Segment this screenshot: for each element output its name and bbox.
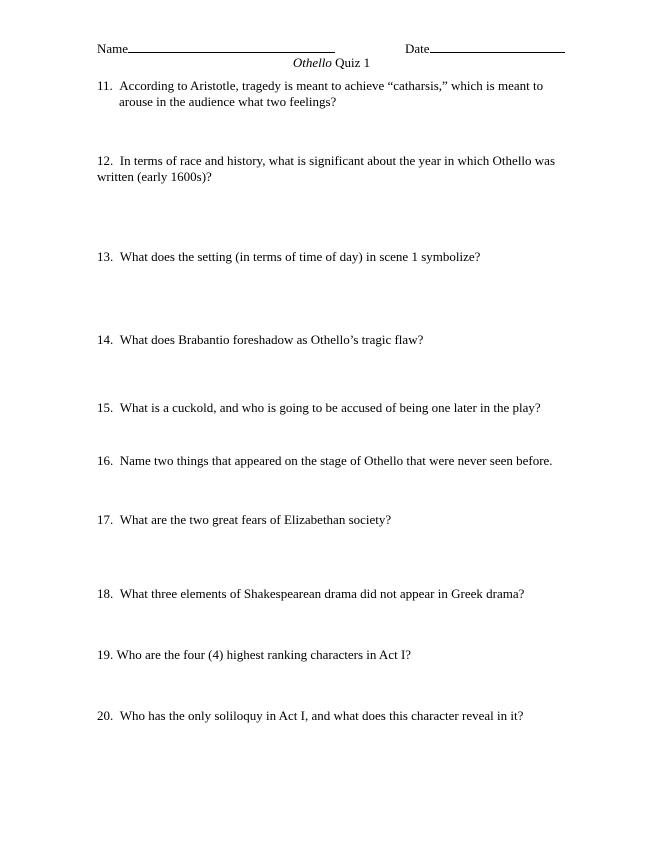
- question-20: [97, 708, 557, 724]
- date-label: Date: [405, 41, 430, 56]
- question-18: [97, 586, 557, 602]
- question-11: [97, 78, 557, 110]
- question-17: [97, 512, 557, 528]
- question-body: Who has the only soliloquy in Act I, and what does this character reveal in it?: [119, 708, 524, 723]
- title-rest: Quiz 1: [331, 55, 371, 70]
- question-14: [97, 332, 557, 348]
- question-number: 15.: [97, 400, 114, 415]
- question-text: [97, 78, 557, 110]
- question-number: 16.: [97, 453, 114, 468]
- name-blank-line[interactable]: [128, 40, 335, 53]
- title-italic: Othello: [292, 55, 332, 70]
- question-body: According to Aristotle, tragedy is meant to achieve “catharsis,” which is meant to arouse in the audience what two feelings?: [119, 78, 544, 109]
- question-body: Name two things that appeared on the stage of Othello that were never seen before.: [119, 453, 553, 468]
- question-13: [97, 249, 557, 265]
- question-19: [97, 647, 557, 663]
- page-title: [0, 55, 663, 71]
- header-row: [0, 40, 663, 56]
- question-body: Who are the four (4) highest ranking characters in Act I?: [116, 647, 412, 662]
- question-body: What three elements of Shakespearean drama did not appear in Greek drama?: [119, 586, 525, 601]
- question-number: 11.: [97, 78, 113, 93]
- question-number: 19.: [97, 647, 114, 662]
- question-body: What is a cuckold, and who is going to be accused of being one later in the play?: [119, 400, 541, 415]
- question-15: [97, 400, 557, 416]
- question-number: 14.: [97, 332, 114, 347]
- question-body: What does the setting (in terms of time of day) in scene 1 symbolize?: [119, 249, 481, 264]
- question-number: 20.: [97, 708, 114, 723]
- date-blank-line[interactable]: [430, 40, 565, 53]
- question-number: 17.: [97, 512, 114, 527]
- question-number: 13.: [97, 249, 114, 264]
- question-number: 12.: [97, 153, 114, 168]
- question-number: 18.: [97, 586, 114, 601]
- question-12: [97, 153, 557, 185]
- question-body: In terms of race and history, what is significant about the year in which Othello was written (early 1600s)?: [97, 153, 556, 184]
- question-body: What does Brabantio foreshadow as Othello’s tragic flaw?: [119, 332, 424, 347]
- question-16: [97, 453, 557, 469]
- name-label: Name: [97, 41, 129, 56]
- question-body: What are the two great fears of Elizabethan society?: [119, 512, 392, 527]
